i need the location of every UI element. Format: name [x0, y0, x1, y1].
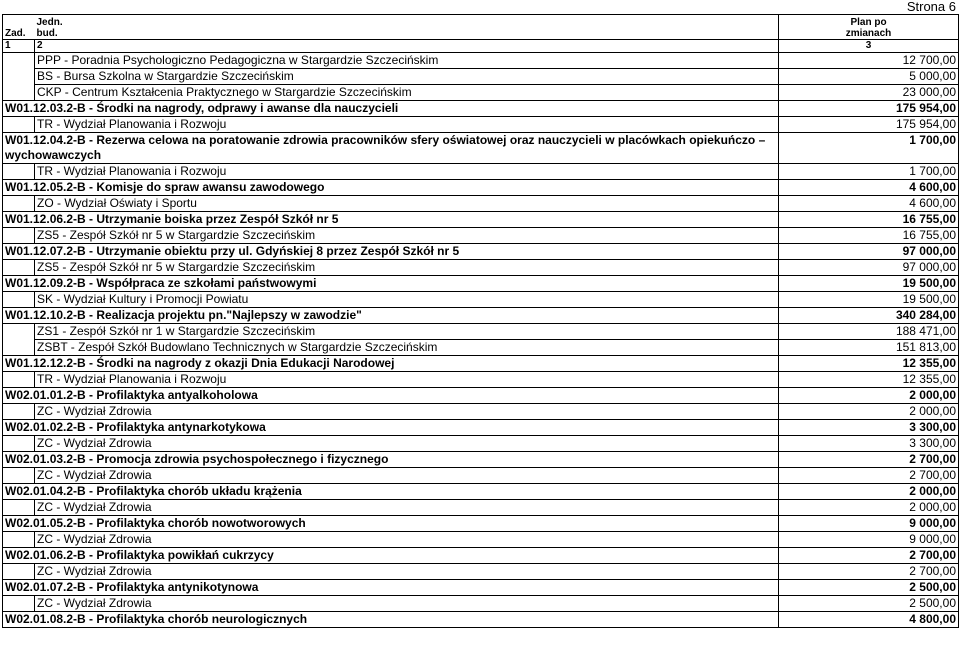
column-index-row [3, 40, 959, 53]
unit-name: ZC - Wydział Zdrowia [35, 436, 779, 452]
unit-amount: 2 000,00 [779, 404, 959, 420]
unit-spacer [3, 372, 35, 388]
unit-name: ZC - Wydział Zdrowia [35, 596, 779, 612]
unit-amount: 12 355,00 [779, 372, 959, 388]
unit-row [3, 164, 959, 180]
unit-spacer [3, 324, 35, 340]
unit-name: ZS5 - Zespół Szkół nr 5 w Stargardzie Szczecińskim [35, 228, 779, 244]
unit-row [3, 260, 959, 276]
unit-spacer [3, 228, 35, 244]
unit-name: ZC - Wydział Zdrowia [35, 564, 779, 580]
header-jedn-line2: bud. [36, 28, 58, 39]
unit-name: ZC - Wydział Zdrowia [35, 500, 779, 516]
task-name: W01.12.09.2-B - Współpraca ze szkołami państwowymi [3, 276, 779, 292]
task-name: W01.12.07.2-B - Utrzymanie obiektu przy ul. Gdyńskiej 8 przez Zespół Szkół nr 5 [3, 244, 779, 260]
unit-spacer [3, 532, 35, 548]
unit-name: TR - Wydział Planowania i Rozwoju [35, 164, 779, 180]
task-amount: 2 500,00 [779, 580, 959, 596]
unit-spacer [3, 85, 35, 101]
unit-amount: 97 000,00 [779, 260, 959, 276]
unit-name: CKP - Centrum Kształcenia Praktycznego w Stargardzie Szczecińskim [35, 85, 779, 101]
task-name: W02.01.03.2-B - Promocja zdrowia psychospołecznego i fizycznego [3, 452, 779, 468]
unit-name: BS - Bursa Szkolna w Stargardzie Szczecińskim [35, 69, 779, 85]
task-name: W02.01.05.2-B - Profilaktyka chorób nowotworowych [3, 516, 779, 532]
task-row [3, 484, 959, 500]
unit-spacer [3, 404, 35, 420]
unit-spacer [3, 260, 35, 276]
unit-row [3, 69, 959, 85]
task-row [3, 276, 959, 292]
unit-name: ZSBT - Zespół Szkół Budowlano Technicznych w Stargardzie Szczecińskim [35, 340, 779, 356]
unit-row [3, 372, 959, 388]
task-row [3, 612, 959, 628]
unit-spacer [3, 564, 35, 580]
unit-row [3, 404, 959, 420]
task-name: W01.12.06.2-B - Utrzymanie boiska przez Zespół Szkół nr 5 [3, 212, 779, 228]
unit-spacer [3, 340, 35, 356]
header-jedn [35, 15, 779, 40]
task-amount: 3 300,00 [779, 420, 959, 436]
task-row [3, 244, 959, 260]
header-zad [3, 15, 35, 40]
unit-row [3, 564, 959, 580]
unit-name: PPP - Poradnia Psychologiczno Pedagogiczna w Stargardzie Szczecińskim [35, 53, 779, 69]
task-row [3, 548, 959, 564]
unit-spacer [3, 117, 35, 133]
task-name: W01.12.12.2-B - Środki na nagrody z okazji Dnia Edukacji Narodowej [3, 356, 779, 372]
task-name: W02.01.07.2-B - Profilaktyka antynikotynowa [3, 580, 779, 596]
unit-spacer [3, 468, 35, 484]
unit-row [3, 292, 959, 308]
task-amount: 16 755,00 [779, 212, 959, 228]
task-amount: 2 000,00 [779, 388, 959, 404]
task-name: W02.01.02.2-B - Profilaktyka antynarkotykowa [3, 420, 779, 436]
unit-name: ZC - Wydział Zdrowia [35, 404, 779, 420]
unit-amount: 4 600,00 [779, 196, 959, 212]
unit-row [3, 468, 959, 484]
task-row [3, 101, 959, 117]
task-amount: 175 954,00 [779, 101, 959, 117]
task-amount: 2 000,00 [779, 484, 959, 500]
col-index-3: 3 [779, 40, 959, 53]
unit-row [3, 228, 959, 244]
task-name: W01.12.03.2-B - Środki na nagrody, odprawy i awanse dla nauczycieli [3, 101, 779, 117]
task-name: W02.01.04.2-B - Profilaktyka chorób układu krążenia [3, 484, 779, 500]
header-plan-line1: Plan po [850, 17, 887, 28]
task-amount: 4 800,00 [779, 612, 959, 628]
task-row [3, 212, 959, 228]
unit-name: ZS5 - Zespół Szkół nr 5 w Stargardzie Szczecińskim [35, 260, 779, 276]
unit-name: ZS1 - Zespół Szkół nr 1 w Stargardzie Szczecińskim [35, 324, 779, 340]
unit-spacer [3, 596, 35, 612]
unit-amount: 1 700,00 [779, 164, 959, 180]
task-row [3, 516, 959, 532]
unit-row [3, 196, 959, 212]
task-row [3, 180, 959, 196]
unit-row [3, 324, 959, 340]
unit-amount: 2 000,00 [779, 500, 959, 516]
task-amount: 12 355,00 [779, 356, 959, 372]
unit-row [3, 117, 959, 133]
unit-row [3, 53, 959, 69]
unit-spacer [3, 500, 35, 516]
task-amount: 340 284,00 [779, 308, 959, 324]
task-row [3, 420, 959, 436]
unit-name: TR - Wydział Planowania i Rozwoju [35, 372, 779, 388]
task-amount: 97 000,00 [779, 244, 959, 260]
task-amount: 1 700,00 [779, 133, 959, 164]
task-name: W01.12.04.2-B - Rezerwa celowa na poratowanie zdrowia pracowników sfery oświatowej oraz nauczycieli w placówkach opiekuńczo – wychowawczych [3, 133, 779, 164]
header-plan-line2: zmianach [845, 28, 892, 39]
task-name: W02.01.06.2-B - Profilaktyka powikłań cukrzycy [3, 548, 779, 564]
unit-row [3, 532, 959, 548]
task-amount: 2 700,00 [779, 452, 959, 468]
unit-amount: 2 700,00 [779, 564, 959, 580]
unit-name: ZO - Wydział Oświaty i Sportu [35, 196, 779, 212]
unit-row [3, 85, 959, 101]
task-amount: 2 700,00 [779, 548, 959, 564]
task-amount: 9 000,00 [779, 516, 959, 532]
unit-amount: 5 000,00 [779, 69, 959, 85]
task-row [3, 133, 959, 164]
unit-amount: 188 471,00 [779, 324, 959, 340]
unit-spacer [3, 292, 35, 308]
task-amount: 4 600,00 [779, 180, 959, 196]
task-name: W02.01.01.2-B - Profilaktyka antyalkoholowa [3, 388, 779, 404]
unit-row [3, 596, 959, 612]
unit-amount: 9 000,00 [779, 532, 959, 548]
header-zad-label: Zad. [5, 28, 26, 39]
task-row [3, 580, 959, 596]
col-index-2: 2 [35, 40, 779, 53]
task-name: W01.12.10.2-B - Realizacja projektu pn."Najlepszy w zawodzie" [3, 308, 779, 324]
unit-name: ZC - Wydział Zdrowia [35, 532, 779, 548]
budget-table [2, 14, 959, 628]
unit-amount: 19 500,00 [779, 292, 959, 308]
unit-row [3, 500, 959, 516]
task-row [3, 452, 959, 468]
header-jedn-line1: Jedn. [36, 17, 63, 28]
task-name: W02.01.08.2-B - Profilaktyka chorób neurologicznych [3, 612, 779, 628]
header-plan [779, 15, 959, 40]
col-index-1: 1 [3, 40, 35, 53]
task-name: W01.12.05.2-B - Komisje do spraw awansu zawodowego [3, 180, 779, 196]
unit-spacer [3, 69, 35, 85]
unit-name: SK - Wydział Kultury i Promocji Powiatu [35, 292, 779, 308]
page-number: Strona 6 [906, 0, 956, 14]
unit-row [3, 340, 959, 356]
unit-spacer [3, 436, 35, 452]
unit-amount: 23 000,00 [779, 85, 959, 101]
task-amount: 19 500,00 [779, 276, 959, 292]
task-row [3, 356, 959, 372]
unit-amount: 3 300,00 [779, 436, 959, 452]
task-row [3, 388, 959, 404]
unit-spacer [3, 196, 35, 212]
unit-amount: 16 755,00 [779, 228, 959, 244]
unit-amount: 175 954,00 [779, 117, 959, 133]
unit-name: ZC - Wydział Zdrowia [35, 468, 779, 484]
unit-amount: 12 700,00 [779, 53, 959, 69]
unit-spacer [3, 164, 35, 180]
unit-amount: 2 700,00 [779, 468, 959, 484]
unit-name: TR - Wydział Planowania i Rozwoju [35, 117, 779, 133]
task-row [3, 308, 959, 324]
unit-spacer [3, 53, 35, 69]
unit-row [3, 436, 959, 452]
header-row [3, 15, 959, 40]
unit-amount: 2 500,00 [779, 596, 959, 612]
unit-amount: 151 813,00 [779, 340, 959, 356]
